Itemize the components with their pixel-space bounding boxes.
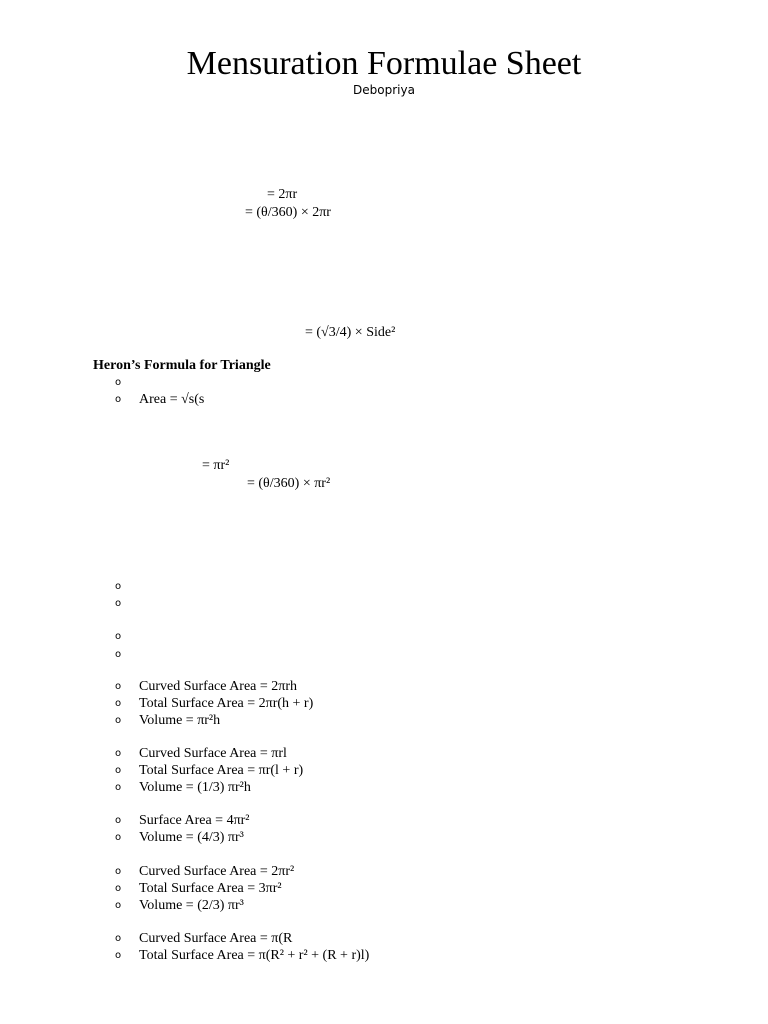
bullet-marker: o (114, 598, 122, 609)
bullet-marker: o (114, 698, 122, 709)
circumference-formula: = 2πr (267, 187, 298, 202)
cylinder-csa: Curved Surface Area = 2πrh (139, 679, 298, 694)
hemisphere-csa: Curved Surface Area = 2πr² (139, 864, 295, 879)
sector-area-formula: = (θ/360) × πr² (247, 476, 331, 491)
sphere-surface-area: Surface Area = 4πr² (139, 813, 250, 828)
cylinder-volume: Volume = πr²h (139, 713, 221, 728)
author-name: Debopriya (353, 83, 415, 97)
bullet-marker: o (114, 581, 122, 592)
frustum-tsa: Total Surface Area = π(R² + r² + (R + r)l) (139, 948, 370, 963)
sphere-volume: Volume = (4/3) πr³ (139, 830, 244, 845)
bullet-marker: o (114, 832, 122, 843)
bullet-marker: o (114, 950, 122, 961)
page-title: Mensuration Formulae Sheet (186, 45, 582, 82)
cone-csa: Curved Surface Area = πrl (139, 746, 287, 761)
herons-area-formula: Area = √s(s (139, 392, 205, 407)
cone-tsa: Total Surface Area = πr(l + r) (139, 763, 304, 778)
bullet-marker: o (114, 815, 122, 826)
bullet-marker: o (114, 866, 122, 877)
bullet-marker: o (114, 765, 122, 776)
hemisphere-volume: Volume = (2/3) πr³ (139, 898, 244, 913)
bullet-marker: o (114, 782, 122, 793)
cone-volume: Volume = (1/3) πr²h (139, 780, 251, 795)
hemisphere-tsa: Total Surface Area = 3πr² (139, 881, 282, 896)
bullet-marker: o (114, 377, 122, 388)
arc-length-formula: = (θ/360) × 2πr (245, 205, 331, 220)
bullet-marker: o (114, 748, 122, 759)
herons-heading: Heron’s Formula for Triangle (93, 358, 271, 373)
bullet-marker: o (114, 631, 122, 642)
frustum-csa: Curved Surface Area = π(R (139, 931, 293, 946)
bullet-marker: o (114, 649, 122, 660)
circle-area-formula: = πr² (202, 458, 230, 473)
bullet-marker: o (114, 933, 122, 944)
bullet-marker: o (114, 394, 122, 405)
bullet-marker: o (114, 883, 122, 894)
bullet-marker: o (114, 715, 122, 726)
bullet-marker: o (114, 681, 122, 692)
cylinder-tsa: Total Surface Area = 2πr(h + r) (139, 696, 314, 711)
bullet-marker: o (114, 900, 122, 911)
equilateral-area-formula: = (√3/4) × Side² (305, 325, 396, 340)
